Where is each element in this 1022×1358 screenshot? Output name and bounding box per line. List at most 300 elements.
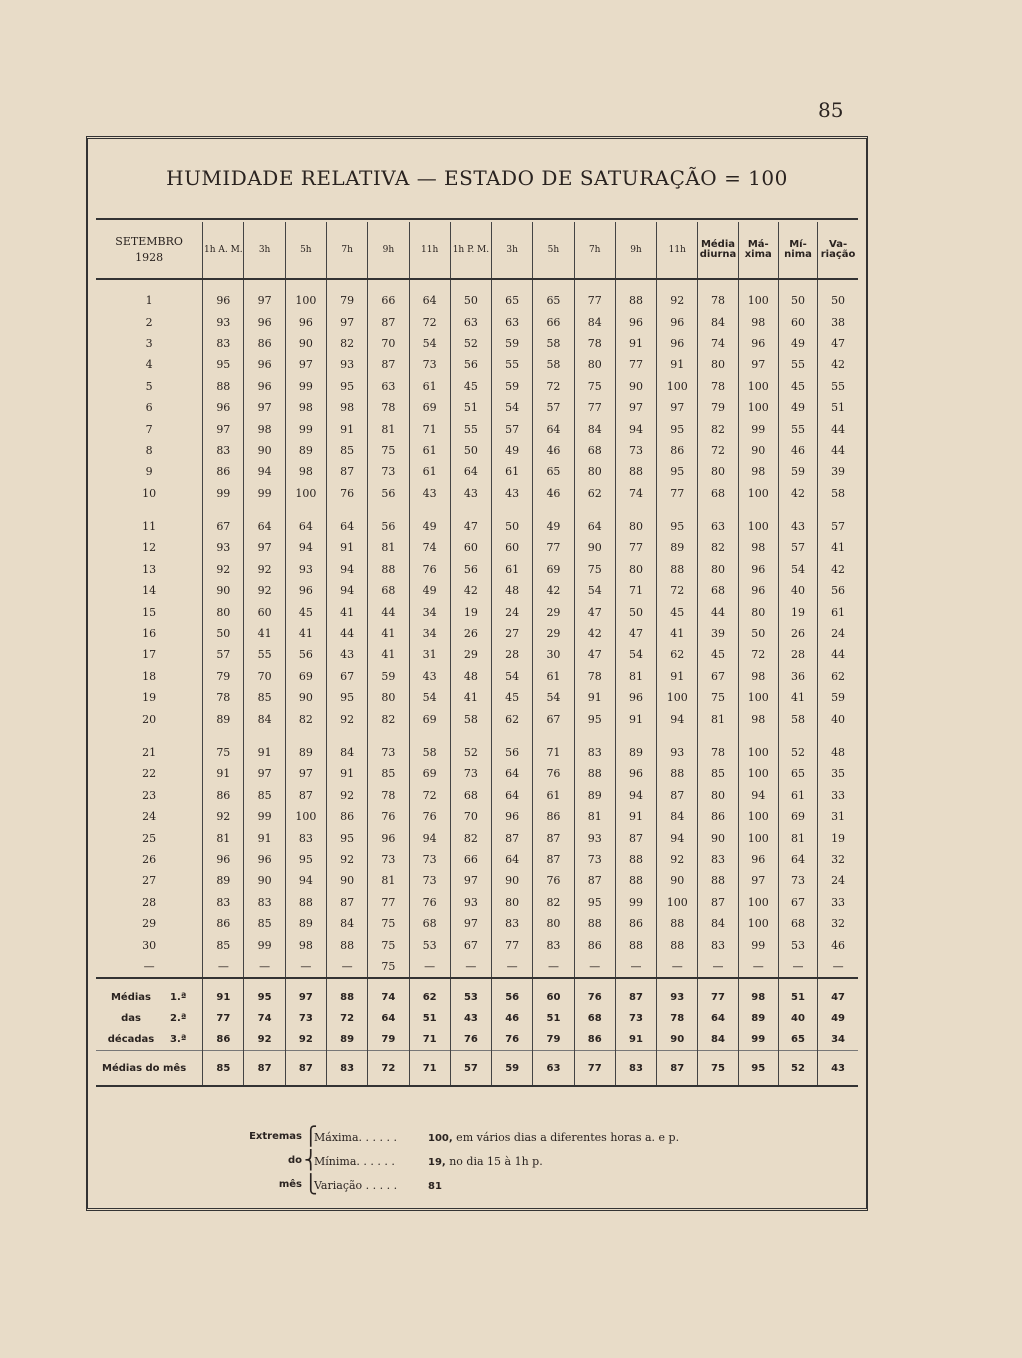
table-cell: 86 bbox=[533, 806, 574, 827]
table-cell: 97 bbox=[615, 397, 656, 418]
table-cell: 83 bbox=[492, 913, 533, 934]
table-cell: 93 bbox=[657, 978, 698, 1008]
table-cell: 61 bbox=[778, 785, 817, 806]
brace: ⎧ bbox=[304, 1126, 318, 1147]
table-cell: 75 bbox=[368, 913, 409, 934]
table-cell: 47 bbox=[818, 333, 858, 354]
table-cell: 100 bbox=[738, 913, 778, 934]
gap-cell bbox=[450, 279, 491, 290]
gap-cell bbox=[244, 279, 285, 290]
table-cell: 41 bbox=[368, 623, 409, 644]
table-cell: 34 bbox=[818, 1029, 858, 1051]
table-cell: 64 bbox=[492, 763, 533, 784]
table-cell: 42 bbox=[533, 580, 574, 601]
table-header-row bbox=[96, 222, 858, 279]
table-cell: 96 bbox=[244, 376, 285, 397]
table-row bbox=[96, 290, 858, 311]
gap-cell bbox=[368, 504, 409, 516]
table-cell: 99 bbox=[203, 483, 244, 504]
table-cell: 98 bbox=[285, 934, 326, 955]
table-cell: 43 bbox=[450, 1008, 491, 1029]
table-cell: 81 bbox=[778, 827, 817, 848]
table-cell: 83 bbox=[203, 333, 244, 354]
table-cell: 96 bbox=[615, 687, 656, 708]
table-cell: 80 bbox=[574, 461, 615, 482]
table-cell: 67 bbox=[698, 666, 738, 687]
table-cell: 96 bbox=[285, 311, 326, 332]
table-cell: 98 bbox=[738, 666, 778, 687]
table-cell: 90 bbox=[738, 440, 778, 461]
table-cell: — bbox=[203, 956, 244, 978]
table-cell: 99 bbox=[285, 418, 326, 439]
table-cell: 61 bbox=[533, 785, 574, 806]
table-cell: 57 bbox=[818, 516, 858, 537]
table-cell: 68 bbox=[368, 580, 409, 601]
table-cell: 78 bbox=[698, 290, 738, 311]
table-cell: 80 bbox=[533, 913, 574, 934]
gap-cell bbox=[285, 504, 326, 516]
table-cell: 68 bbox=[574, 1008, 615, 1029]
day-label: 4 bbox=[145, 358, 153, 372]
table-cell: 19 bbox=[450, 601, 491, 622]
table-cell: 29 bbox=[533, 623, 574, 644]
table-cell: 96 bbox=[657, 311, 698, 332]
table-cell: 99 bbox=[244, 806, 285, 827]
table-cell: 94 bbox=[409, 827, 450, 848]
table-cell: 76 bbox=[533, 870, 574, 891]
table-cell: 44 bbox=[698, 601, 738, 622]
table-row bbox=[96, 978, 858, 1008]
table-row bbox=[96, 644, 858, 665]
gap-cell bbox=[818, 504, 858, 516]
extreme-value bbox=[428, 1131, 679, 1144]
table-cell: 68 bbox=[574, 440, 615, 461]
header-hour: 1h A. M. bbox=[203, 222, 244, 279]
table-cell: 97 bbox=[244, 537, 285, 558]
table-cell: 79 bbox=[203, 666, 244, 687]
table-cell: 69 bbox=[409, 397, 450, 418]
table-row bbox=[96, 623, 858, 644]
table-cell: 82 bbox=[698, 537, 738, 558]
table-cell: 88 bbox=[615, 934, 656, 955]
table-cell: 49 bbox=[778, 333, 817, 354]
table-cell: 92 bbox=[244, 559, 285, 580]
table-cell: 24 bbox=[818, 623, 858, 644]
gap-cell bbox=[285, 279, 326, 290]
gap-cell bbox=[450, 504, 491, 516]
table-cell: 92 bbox=[326, 785, 367, 806]
gap-cell bbox=[615, 504, 656, 516]
table-cell: 96 bbox=[244, 849, 285, 870]
table-cell: 96 bbox=[615, 763, 656, 784]
gap-cell bbox=[96, 730, 203, 742]
table-row bbox=[96, 311, 858, 332]
decade-label bbox=[96, 1029, 203, 1051]
table-cell: 95 bbox=[326, 376, 367, 397]
table-cell: 69 bbox=[409, 708, 450, 729]
gap-cell bbox=[818, 279, 858, 290]
table-cell: 62 bbox=[818, 666, 858, 687]
table-cell: 94 bbox=[615, 418, 656, 439]
table-cell: 88 bbox=[615, 461, 656, 482]
gap-cell bbox=[738, 279, 778, 290]
table-cell: 61 bbox=[492, 559, 533, 580]
table-row bbox=[96, 785, 858, 806]
table-cell: 88 bbox=[368, 559, 409, 580]
table-cell: 85 bbox=[203, 1051, 244, 1087]
gap-cell bbox=[738, 504, 778, 516]
table-row bbox=[96, 461, 858, 482]
table-cell: 60 bbox=[778, 311, 817, 332]
table-cell: 59 bbox=[818, 687, 858, 708]
table-cell: 97 bbox=[285, 978, 326, 1008]
table-cell: 65 bbox=[778, 763, 817, 784]
table-cell: 98 bbox=[738, 461, 778, 482]
header-hour: 7h bbox=[574, 222, 615, 279]
table-cell: 82 bbox=[326, 333, 367, 354]
gap-cell bbox=[409, 279, 450, 290]
table-cell: 94 bbox=[657, 827, 698, 848]
table-cell: 100 bbox=[657, 687, 698, 708]
day-label: 18 bbox=[142, 669, 157, 683]
table-cell: 90 bbox=[244, 870, 285, 891]
decade-word: Médias bbox=[110, 992, 152, 1004]
table-cell: 32 bbox=[818, 913, 858, 934]
table-cell: 42 bbox=[818, 559, 858, 580]
table-row bbox=[96, 913, 858, 934]
header-month-name: SETEMBRO bbox=[115, 235, 183, 248]
table-cell: 74 bbox=[698, 333, 738, 354]
table-cell: 47 bbox=[615, 623, 656, 644]
table-cell: 50 bbox=[778, 290, 817, 311]
table-cell: 38 bbox=[818, 311, 858, 332]
table-cell: — bbox=[818, 956, 858, 978]
table-cell: 56 bbox=[818, 580, 858, 601]
table-cell: 96 bbox=[657, 333, 698, 354]
table-cell: 92 bbox=[244, 1029, 285, 1051]
day-label: 16 bbox=[142, 627, 157, 641]
page-title: HUMIDADE RELATIVA — ESTADO DE SATURAÇÃO = 100 bbox=[166, 166, 788, 190]
table-cell: 68 bbox=[698, 483, 738, 504]
table-cell: 82 bbox=[450, 827, 491, 848]
gap-cell bbox=[533, 730, 574, 742]
table-cell: 63 bbox=[533, 1051, 574, 1087]
gap-cell bbox=[96, 504, 203, 516]
table-cell: 64 bbox=[492, 849, 533, 870]
header-hour: 7h bbox=[326, 222, 367, 279]
table-cell: 84 bbox=[326, 913, 367, 934]
table-cell: 82 bbox=[368, 708, 409, 729]
table-row bbox=[96, 827, 858, 848]
gap-cell bbox=[657, 730, 698, 742]
table-cell: 56 bbox=[492, 978, 533, 1008]
table-cell: 69 bbox=[778, 806, 817, 827]
table-cell: 57 bbox=[533, 397, 574, 418]
table-cell: 66 bbox=[450, 849, 491, 870]
table-row bbox=[96, 1008, 858, 1029]
table-cell: 98 bbox=[326, 397, 367, 418]
table-cell: 75 bbox=[574, 376, 615, 397]
table-cell: 63 bbox=[492, 311, 533, 332]
extremes-row bbox=[246, 1176, 846, 1200]
table-cell: 51 bbox=[409, 1008, 450, 1029]
table-cell: 77 bbox=[203, 1008, 244, 1029]
gap-cell bbox=[778, 730, 817, 742]
table-cell: 81 bbox=[368, 418, 409, 439]
gap-cell bbox=[738, 730, 778, 742]
table-cell: 84 bbox=[574, 418, 615, 439]
gap-cell bbox=[368, 730, 409, 742]
table-cell: 82 bbox=[698, 418, 738, 439]
table-cell: 78 bbox=[574, 333, 615, 354]
decade-word: décadas bbox=[107, 1034, 155, 1046]
header-hour: 5h bbox=[285, 222, 326, 279]
day-label: 15 bbox=[142, 605, 157, 619]
table-cell: 87 bbox=[326, 461, 367, 482]
table-cell: 90 bbox=[657, 1029, 698, 1051]
table-cell: 91 bbox=[657, 666, 698, 687]
table-row bbox=[96, 376, 858, 397]
table-cell: 44 bbox=[368, 601, 409, 622]
gap-cell bbox=[368, 279, 409, 290]
table-cell: 78 bbox=[698, 742, 738, 763]
extremes-block bbox=[246, 1128, 846, 1200]
table-cell: 45 bbox=[450, 376, 491, 397]
table-cell: 76 bbox=[450, 1029, 491, 1051]
table-cell: 94 bbox=[738, 785, 778, 806]
table-cell: 98 bbox=[285, 397, 326, 418]
table-cell: 86 bbox=[203, 785, 244, 806]
table-cell: 34 bbox=[409, 601, 450, 622]
table-cell: 74 bbox=[244, 1008, 285, 1029]
table-cell: 57 bbox=[778, 537, 817, 558]
table-row bbox=[96, 708, 858, 729]
table-cell: 98 bbox=[285, 461, 326, 482]
table-cell: 76 bbox=[326, 483, 367, 504]
table-cell: 64 bbox=[533, 418, 574, 439]
table-cell: 94 bbox=[244, 461, 285, 482]
gap-cell bbox=[326, 279, 367, 290]
table-cell: 95 bbox=[244, 978, 285, 1008]
table-cell: 86 bbox=[244, 333, 285, 354]
table-cell: 94 bbox=[326, 580, 367, 601]
table-cell: 55 bbox=[450, 418, 491, 439]
day-label: 14 bbox=[142, 584, 157, 598]
table-cell: 28 bbox=[778, 644, 817, 665]
table-cell: 79 bbox=[533, 1029, 574, 1051]
table-cell: 91 bbox=[615, 806, 656, 827]
table-cell: 99 bbox=[738, 934, 778, 955]
table-cell: 48 bbox=[492, 580, 533, 601]
table-cell: 88 bbox=[574, 913, 615, 934]
gap-cell bbox=[285, 730, 326, 742]
table-cell: 29 bbox=[450, 644, 491, 665]
table-cell: 99 bbox=[285, 376, 326, 397]
table-cell: 83 bbox=[533, 934, 574, 955]
table-cell: 50 bbox=[615, 601, 656, 622]
table-cell: 85 bbox=[244, 913, 285, 934]
table-cell: 57 bbox=[450, 1051, 491, 1087]
table-cell: 86 bbox=[574, 934, 615, 955]
table-cell: 64 bbox=[450, 461, 491, 482]
table-row bbox=[96, 559, 858, 580]
table-cell: 87 bbox=[615, 827, 656, 848]
table-cell: 97 bbox=[244, 763, 285, 784]
table-cell: 62 bbox=[409, 978, 450, 1008]
table-row bbox=[96, 333, 858, 354]
table-cell: 89 bbox=[203, 870, 244, 891]
table-cell: 100 bbox=[738, 806, 778, 827]
row-gap bbox=[96, 504, 858, 516]
gap-cell bbox=[533, 504, 574, 516]
table-cell: 24 bbox=[492, 601, 533, 622]
table-cell: 45 bbox=[778, 376, 817, 397]
table-cell: 58 bbox=[450, 708, 491, 729]
table-cell: 64 bbox=[574, 516, 615, 537]
table-cell: 48 bbox=[450, 666, 491, 687]
table-cell: 93 bbox=[203, 537, 244, 558]
table-cell: 70 bbox=[450, 806, 491, 827]
table-cell: 75 bbox=[368, 440, 409, 461]
table-cell: 45 bbox=[492, 687, 533, 708]
table-cell: 98 bbox=[738, 311, 778, 332]
table-cell: 89 bbox=[615, 742, 656, 763]
table-cell: 77 bbox=[533, 537, 574, 558]
table-cell: 81 bbox=[203, 827, 244, 848]
table-cell: 95 bbox=[574, 708, 615, 729]
table-cell: 81 bbox=[368, 537, 409, 558]
table-cell: 92 bbox=[326, 849, 367, 870]
table-cell: 73 bbox=[409, 849, 450, 870]
table-cell: 78 bbox=[574, 666, 615, 687]
day-label: 20 bbox=[142, 712, 157, 726]
table-cell: 77 bbox=[615, 537, 656, 558]
table-cell: 95 bbox=[657, 516, 698, 537]
day-label: 29 bbox=[142, 917, 157, 931]
table-cell: 70 bbox=[244, 666, 285, 687]
table-cell: 95 bbox=[326, 687, 367, 708]
table-cell: 53 bbox=[778, 934, 817, 955]
table-cell: 64 bbox=[698, 1008, 738, 1029]
table-cell: 94 bbox=[285, 537, 326, 558]
table-cell: 88 bbox=[657, 559, 698, 580]
gap-cell bbox=[698, 279, 738, 290]
table-cell: 68 bbox=[698, 580, 738, 601]
table-cell: 73 bbox=[368, 742, 409, 763]
table-cell: 63 bbox=[368, 376, 409, 397]
table-cell: 86 bbox=[574, 1029, 615, 1051]
table-cell: 84 bbox=[326, 742, 367, 763]
table-cell: 88 bbox=[657, 934, 698, 955]
table-cell: 69 bbox=[409, 763, 450, 784]
table-cell: 61 bbox=[409, 376, 450, 397]
table-cell: 67 bbox=[533, 708, 574, 729]
table-cell: 88 bbox=[326, 978, 367, 1008]
table-cell: 96 bbox=[285, 580, 326, 601]
gap-cell bbox=[244, 730, 285, 742]
table-cell: 90 bbox=[492, 870, 533, 891]
table-cell: 54 bbox=[615, 644, 656, 665]
table-cell: 78 bbox=[657, 1008, 698, 1029]
table-cell: 50 bbox=[818, 290, 858, 311]
table-cell: — bbox=[615, 956, 656, 978]
gap-cell bbox=[326, 504, 367, 516]
table-cell: 84 bbox=[698, 913, 738, 934]
table-cell: 55 bbox=[778, 354, 817, 375]
table-cell: 79 bbox=[326, 290, 367, 311]
table-cell: 92 bbox=[326, 708, 367, 729]
day-label: 28 bbox=[142, 895, 157, 909]
table-cell: — bbox=[492, 956, 533, 978]
table-cell: 93 bbox=[450, 892, 491, 913]
table-cell: 30 bbox=[533, 644, 574, 665]
table-cell: 93 bbox=[326, 354, 367, 375]
decade-word: das bbox=[121, 1013, 141, 1025]
table-cell: 96 bbox=[203, 290, 244, 311]
table-cell: 50 bbox=[492, 516, 533, 537]
table-cell: 53 bbox=[450, 978, 491, 1008]
extreme-name: Variação . . . . . bbox=[314, 1179, 398, 1192]
table-cell: 93 bbox=[657, 742, 698, 763]
brace: ⎨ bbox=[304, 1150, 318, 1171]
table-cell: 95 bbox=[657, 418, 698, 439]
table-cell: 81 bbox=[615, 666, 656, 687]
month-means-row bbox=[96, 1051, 858, 1087]
table-cell: 19 bbox=[818, 827, 858, 848]
table-cell: 80 bbox=[574, 354, 615, 375]
table-cell: 96 bbox=[738, 559, 778, 580]
table-cell: 80 bbox=[368, 687, 409, 708]
table-cell: 88 bbox=[615, 870, 656, 891]
extreme-number: 81 bbox=[428, 1181, 442, 1192]
table-cell: 73 bbox=[574, 849, 615, 870]
table-cell: 91 bbox=[326, 537, 367, 558]
table-cell: 35 bbox=[818, 763, 858, 784]
table-cell: 44 bbox=[326, 623, 367, 644]
table-cell: 53 bbox=[409, 934, 450, 955]
table-cell: 44 bbox=[818, 440, 858, 461]
table-cell: 72 bbox=[738, 644, 778, 665]
table-cell: 76 bbox=[533, 763, 574, 784]
table-cell: 100 bbox=[738, 742, 778, 763]
header-summary: Va- riação bbox=[818, 222, 858, 279]
day-label: 3 bbox=[145, 336, 153, 350]
table-cell: 64 bbox=[409, 290, 450, 311]
table-cell: 49 bbox=[409, 516, 450, 537]
table-cell: 87 bbox=[533, 849, 574, 870]
table-cell: 45 bbox=[657, 601, 698, 622]
table-cell: 94 bbox=[326, 559, 367, 580]
decade-label bbox=[96, 1008, 203, 1029]
table-cell: 75 bbox=[203, 742, 244, 763]
table-cell: 67 bbox=[203, 516, 244, 537]
table-cell: 87 bbox=[326, 892, 367, 913]
table-cell: — bbox=[574, 956, 615, 978]
table-cell: — bbox=[450, 956, 491, 978]
table-row bbox=[96, 956, 858, 978]
table-cell: 73 bbox=[450, 763, 491, 784]
table-cell: 79 bbox=[368, 1029, 409, 1051]
table-cell: 67 bbox=[326, 666, 367, 687]
table-cell: 63 bbox=[450, 311, 491, 332]
table-cell: 45 bbox=[285, 601, 326, 622]
table-cell: 77 bbox=[657, 483, 698, 504]
table-cell: 58 bbox=[778, 708, 817, 729]
table-cell: 72 bbox=[326, 1008, 367, 1029]
table-cell: 69 bbox=[285, 666, 326, 687]
table-cell: 89 bbox=[285, 913, 326, 934]
table-cell: 74 bbox=[615, 483, 656, 504]
